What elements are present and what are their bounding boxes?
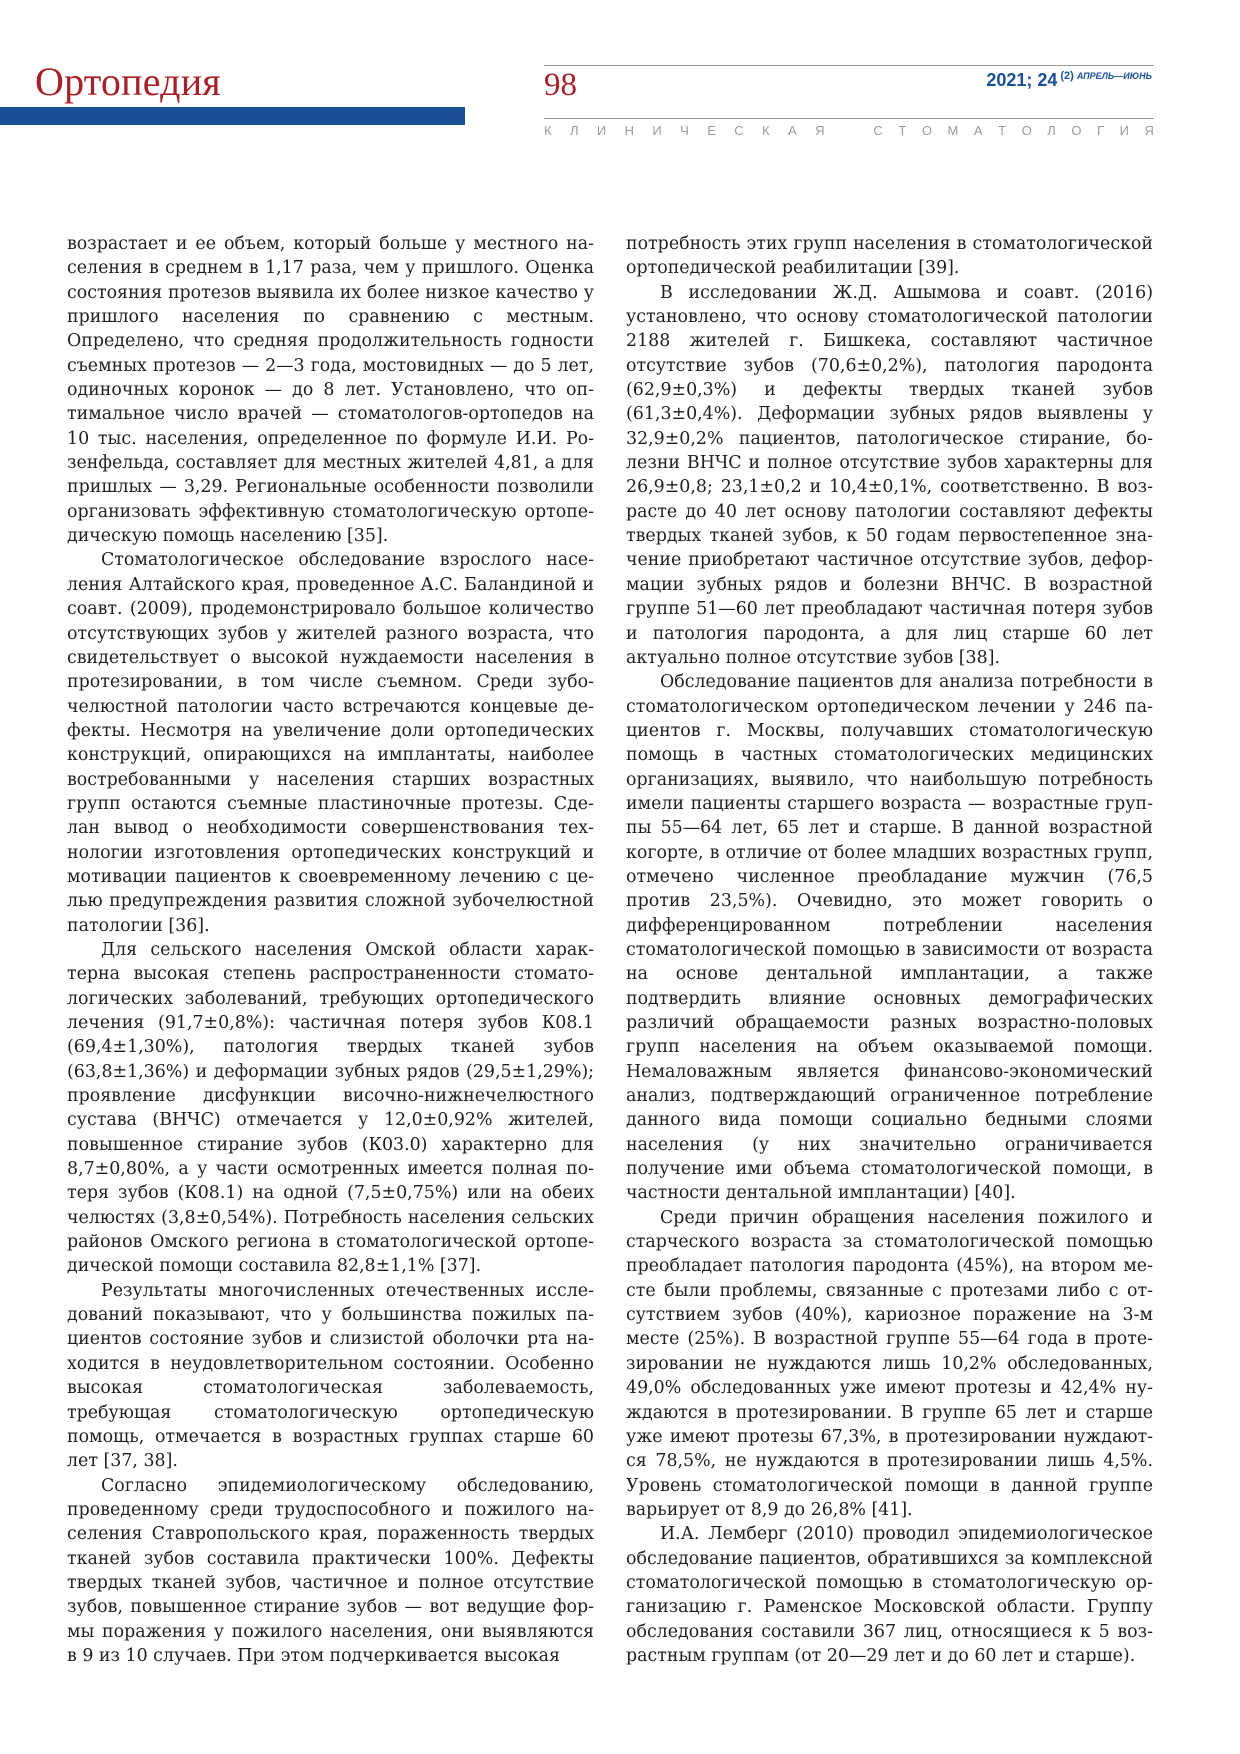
journal-letter: Н: [624, 123, 635, 138]
section-color-bar: [0, 107, 465, 125]
header-rule-top: [544, 65, 1154, 66]
journal-letter: И: [1119, 123, 1129, 138]
journal-letter: М: [947, 123, 959, 138]
paragraph: Для сельского населения Омской области характерна высокая степень распространенности стоматологических заболеваний, требующих ортопедического лечения (91,7±0,8%): частичная потеря зубов К08.1 (69,4±1,30%), патология твердых тканей зубов (63,8±1,36%) и деформации зубных рядов (29,5±1,29%); проявление дисфункции височно-нижнечелюстного сустава (ВНЧС) отмечается у 12,0±0,92% жителей, повышенное стирание зубов (К03.0) характерно для 8,7±0,80%, а у части осмотренных имеется полная потеря зубов (К08.1) на одной (7,5±0,75%) или на обеих челюстях (3,8±0,54%). Потребность населения сельских районов Омского региона в стоматологической ортопедической помощи составила 82,8±1,1% [37].: [67, 939, 594, 1277]
issue-months: АПРЕЛЬ—ИЮНЬ: [1076, 71, 1152, 81]
right-column: [626, 232, 1153, 1668]
journal-name-word-1: [544, 124, 825, 137]
journal-letter: Е: [707, 123, 716, 138]
paragraph: И.А. Лемберг (2010) проводил эпидемиологическое обследование пациентов, обратившихся за комплексной стоматологической помощью в стоматологическую организацию г. Раменское Московской области. Группу обследования составили 367 лиц, относящиеся к 5 возрастным группам (от 20—29 лет и до 60 лет и старше).: [626, 1524, 1153, 1666]
page-number: 98: [544, 67, 577, 103]
journal-letter: С: [734, 123, 744, 138]
issue-info: [986, 71, 1152, 90]
journal-name: [544, 124, 1154, 137]
left-column: [67, 232, 594, 1668]
journal-letter: К: [544, 123, 552, 138]
journal-letter: О: [1021, 123, 1032, 138]
paragraph: потребность этих групп населения в стоматологической ортопедической реабилитации [39].: [626, 234, 1153, 279]
paragraph: Среди причин обращения населения пожилого и старческого возраста за стоматологической помощью преобладает патология пародонта (45%), на втором месте были проблемы, связанные с протезами либо с отсутствием зубов (40%), кариозное поражение на 3-м месте (25%). В возрастной группе 55—64 года в протезировании не нуждаются лишь 10,2% обследованных, 49,0% обследованных уже имеют протезы и 42,4% нуждаются в протезировании. В группе 65 лет и старше уже имеют протезы 67,3%, в протезировании нуждаются 78,5%, не нуждаются в протезировании лишь 4,5%. Уровень стоматологической помощи в данной группе варьирует от 8,9 до 26,8% [41].: [626, 1207, 1153, 1520]
journal-letter: О: [921, 123, 932, 138]
issue-year-volume: 2021; 24: [986, 70, 1058, 90]
paragraph: Результаты многочисленных отечественных исследований показывают, что у большинства пожилых пациентов состояние зубов и слизистой оболочки рта находится в неудовлетворительном состоянии. Особенно высокая стоматологическая заболеваемость, требующая стоматологическую ортопедическую помощь, отмечается в возрастных группах старше 60 лет [37, 38].: [67, 1280, 594, 1472]
issue-number: (2): [1060, 70, 1074, 82]
journal-letter: Г: [1097, 123, 1105, 138]
journal-letter: Ч: [680, 123, 689, 138]
journal-letter: А: [788, 123, 797, 138]
journal-letter: И: [596, 123, 607, 138]
journal-letter: Я: [1144, 123, 1154, 138]
paragraph: Обследование пациентов для анализа потребности в стоматологическом ортопедическом лечении у 246 пациентов г. Москвы, получавших стоматологическую помощь в частных стоматологических медицинских организациях, выявило, что наибольшую потребность имели пациенты старшего возраста — возрастные группы 55—64 лет, 65 лет и старше. В данной возрастной когорте, в отличие от более младших возрастных групп, отмечено численное преобладание мужчин (76,5 против 23,5%). Очевидно, это может говорить о дифференцированном потреблении населения стоматологической помощью в зависимости от возраста на основе дентальной имплантации, а также подтвердить влияние основных демографических различий обращаемости разных возрастно-половых групп населения на объем оказываемой помощи. Немаловажным является финансово-экономический анализ, подтверждающий ограниченное потребление данного вида помощи социально бедными слоями населения (у них значительно ограничивается получение ими объема стоматологической помощи, в частности дентальной имплантации) [40].: [626, 672, 1153, 1204]
journal-letter: Я: [815, 123, 825, 138]
journal-letter: О: [1071, 123, 1082, 138]
journal-letter: И: [652, 123, 662, 138]
paragraph: Стоматологическое обследование взрослого населения Алтайского края, проведенное А.С. Баландиной и соавт. (2009), продемонстрировало большое количество отсутствующих зубов у жителей разного возраста, что свидетельствует о высокой нуждаемости населения в протезировании, в том числе съемном. Среди зубочелюстной патологии часто встречаются концевые дефекты. Несмотря на увеличение доли ортопедических конструкций, опирающихся на имплантаты, наиболее востребованными у населения старших возрастных групп остаются съемные пластиночные протезы. Сделан вывод о необходимости совершенствования технологии изготовления ортопедических конструкций и мотивации пациентов к своевременному лечению с целью предупреждения развития сложной зубочелюстной патологии [36].: [67, 550, 594, 936]
journal-letter: А: [973, 123, 983, 138]
journal-letter: К: [762, 123, 770, 138]
header-rule-bottom: [544, 118, 1154, 119]
journal-letter: С: [873, 123, 883, 138]
journal-letter: Т: [898, 123, 907, 138]
paragraph: Согласно эпидемиологическому обследованию, проведенному среди трудоспособного и пожилого населения Ставропольского края, пораженность твердых тканей зубов составила практически 100%. Дефекты твердых тканей зубов, частичное и полное отсутствие зубов, повышенное стирание зубов — вот ведущие формы поражения у пожилого населения, они выявляются в 9 из 10 случаев. При этом подчеркивается высокая: [67, 1475, 594, 1666]
journal-letter: Т: [998, 123, 1007, 138]
section-title: Ортопедия: [35, 59, 221, 104]
journal-letter: Л: [1047, 123, 1056, 138]
journal-name-word-2: [873, 124, 1154, 137]
paragraph: В исследовании Ж.Д. Ашымова и соавт. (2016) установлено, что основу стоматологической патологии 2188 жителей г. Бишкека, составляют частичное отсутствие зубов (70,6±0,2%), патология пародонта (62,9±0,3%) и дефекты твердых тканей зубов (61,3±0,4%). Деформации зубных рядов выявлены у 32,9±0,2% пациентов, патологическое стирание, болезни ВНЧС и полное отсутствие зубов характерны для 26,9±0,8; 23,1±0,2 и 10,4±0,1%, соответственно. В возрасте до 40 лет основу патологии составляют дефекты твердых тканей зубов, к 50 годам первостепенное значение приобретают частичное отсутствие зубов, деформации зубных рядов и болезни ВНЧС. В возрастной группе 51—60 лет преобладают частичная потеря зубов и патология пародонта, а для лиц старше 60 лет актуально полное отсутствие зубов [38].: [626, 282, 1153, 668]
journal-letter: Л: [569, 123, 579, 138]
paragraph: возрастает и ее объем, который больше у местного населения в среднем в 1,17 раза, чем у пришлого. Оценка состояния протезов выявила их более низкое качество у пришлого населения по сравнению с местным. Определено, что средняя продолжительность годности съемных протезов — 2—3 года, мостовидных — до 5 лет, одиночных коронок — до 8 лет. Установлено, что оптимальное число врачей — стоматологов-ортопедов на 10 тыс. населения, определенное по формуле И.И. Розенфельда, составляет для местных жителей 4,81, а для пришлых — 3,29. Региональные особенности позволили организовать эффективную стоматологическую ортопедическую помощь населению [35].: [67, 234, 594, 547]
